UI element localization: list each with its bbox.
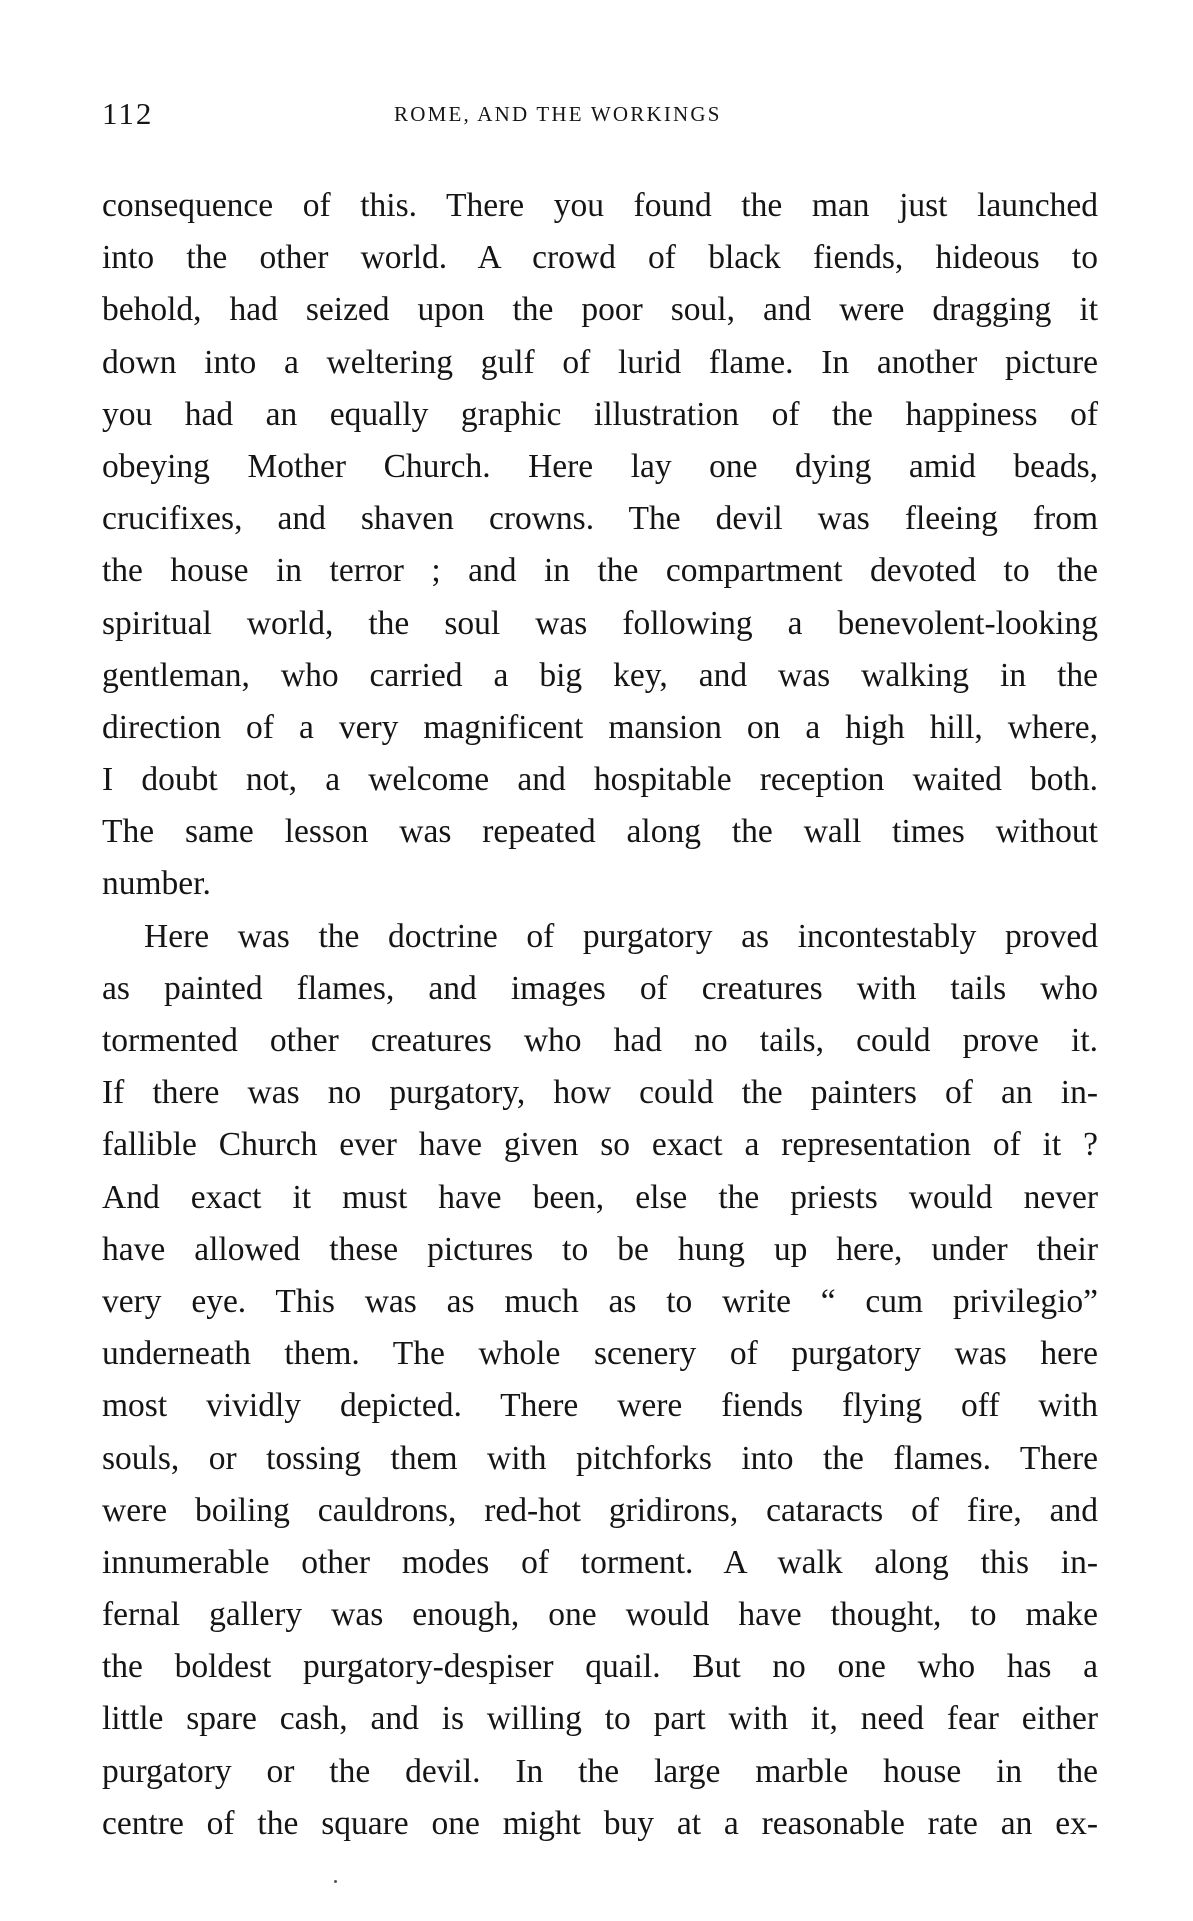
running-head bbox=[102, 96, 1102, 136]
text-line: obeying Mother Church. Here lay one dying amid beads, bbox=[102, 447, 1098, 485]
text-line: as painted flames, and images of creatures with tails who bbox=[102, 969, 1098, 1007]
text-line: Here was the doctrine of purgatory as incontestably proved bbox=[144, 917, 1098, 955]
text-line: down into a weltering gulf of lurid flame. In another picture bbox=[102, 343, 1098, 381]
text-line: most vividly depicted. There were fiends flying off with bbox=[102, 1387, 1098, 1425]
text-line: underneath them. The whole scenery of purgatory was here bbox=[102, 1335, 1098, 1373]
text-line: The same lesson was repeated along the wall times without bbox=[102, 813, 1098, 851]
printer-mark bbox=[334, 1880, 337, 1883]
text-line: centre of the square one might buy at a reasonable rate an ex- bbox=[102, 1804, 1098, 1842]
text-line: have allowed these pictures to be hung up here, under their bbox=[102, 1230, 1098, 1268]
body-text bbox=[102, 180, 1098, 1850]
text-line: spiritual world, the soul was following a benevolent-looking bbox=[102, 604, 1098, 642]
text-line: purgatory or the devil. In the large marble house in the bbox=[102, 1752, 1098, 1790]
text-line: gentleman, who carried a big key, and was walking in the bbox=[102, 656, 1098, 694]
text-line: number. bbox=[102, 865, 211, 903]
text-line: crucifixes, and shaven crowns. The devil was fleeing from bbox=[102, 500, 1098, 538]
text-line: And exact it must have been, else the priests would never bbox=[102, 1178, 1098, 1216]
text-line: into the other world. A crowd of black fiends, hideous to bbox=[102, 239, 1098, 277]
text-line: the house in terror ; and in the compartment devoted to the bbox=[102, 552, 1098, 590]
text-line: very eye. This was as much as to write “ cum privilegio” bbox=[102, 1282, 1098, 1320]
text-line: souls, or tossing them with pitchforks into the flames. There bbox=[102, 1439, 1098, 1477]
text-line: If there was no purgatory, how could the painters of an in- bbox=[102, 1074, 1098, 1112]
text-line: direction of a very magnificent mansion on a high hill, where, bbox=[102, 708, 1098, 746]
text-line: fernal gallery was enough, one would have thought, to make bbox=[102, 1596, 1098, 1634]
text-line: innumerable other modes of torment. A walk along this in- bbox=[102, 1543, 1098, 1581]
text-line: tormented other creatures who had no tails, could prove it. bbox=[102, 1022, 1098, 1059]
paragraph-2 bbox=[102, 911, 1098, 1850]
text-line: consequence of this. There you found the man just launched bbox=[102, 187, 1098, 224]
text-line: you had an equally graphic illustration of the happiness of bbox=[102, 395, 1098, 433]
text-line: were boiling cauldrons, red-hot gridirons, cataracts of fire, and bbox=[102, 1491, 1098, 1529]
text-line: little spare cash, and is willing to part with it, need fear either bbox=[102, 1700, 1098, 1738]
text-line: fallible Church ever have given so exact a representation of it ? bbox=[102, 1126, 1098, 1164]
text-line: the boldest purgatory-despiser quail. But no one who has a bbox=[102, 1648, 1098, 1686]
page-number: 112 bbox=[102, 96, 154, 131]
running-title: ROME, AND THE WORKINGS bbox=[394, 102, 722, 126]
paragraph-1 bbox=[102, 180, 1098, 911]
text-line: behold, had seized upon the poor soul, and were dragging it bbox=[102, 291, 1098, 329]
text-line: I doubt not, a welcome and hospitable reception waited both. bbox=[102, 761, 1098, 799]
